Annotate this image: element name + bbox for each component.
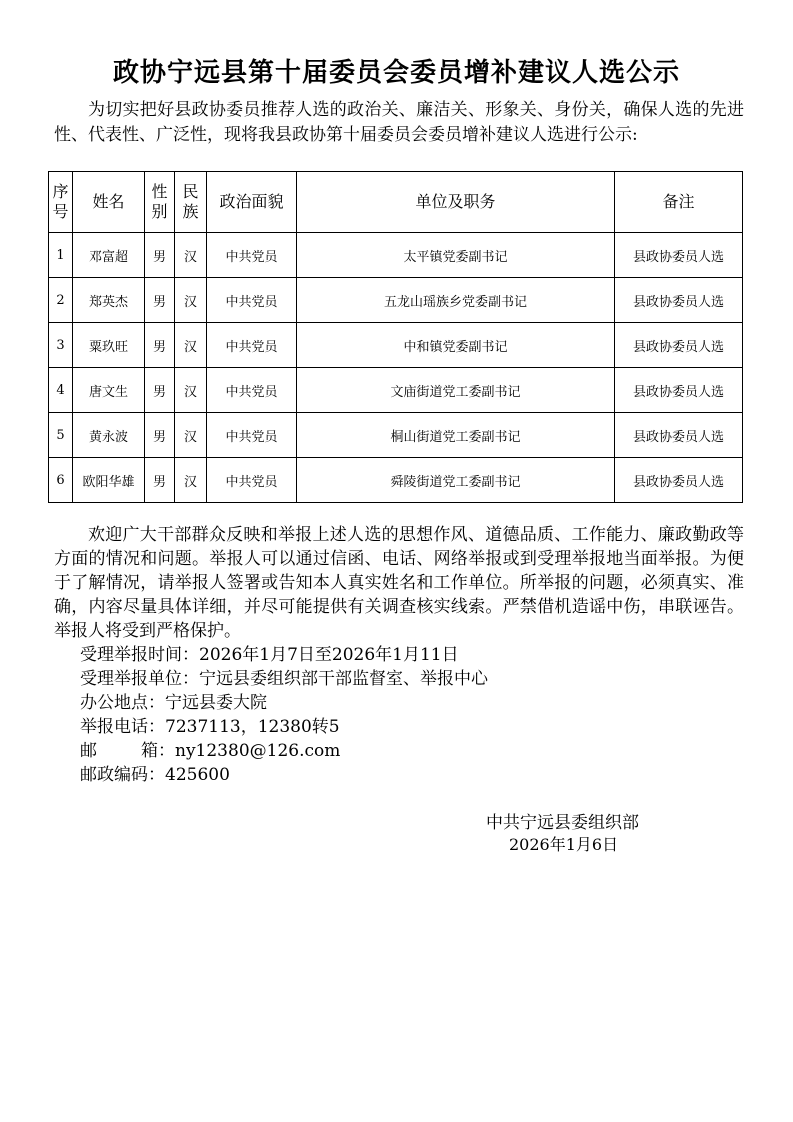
cell-ethnic: 汉 [175,413,207,458]
contact-zip-value: 425600 [165,765,230,785]
contact-phone-label: 举报电话： [80,717,165,737]
cell-name: 唐文生 [73,368,145,413]
cell-ethnic: 汉 [175,323,207,368]
cell-no: 5 [49,413,73,458]
header-ethnic: 民 族 [175,172,207,233]
cell-ethnic: 汉 [175,368,207,413]
cell-position: 舜陵街道党工委副书记 [297,458,615,503]
cell-gender: 男 [145,458,175,503]
cell-party: 中共党员 [207,368,297,413]
table-row [49,413,743,458]
contact-mail-label: 邮 箱： [80,741,175,761]
signature-org: 中共宁远县委组织部 [486,813,639,833]
cell-remark: 县政协委员人选 [615,278,743,323]
contact-unit-label: 受理举报单位： [80,669,199,689]
page-title: 政协宁远县第十届委员会委员增补建议人选公示 [112,58,680,88]
contact-unit-value: 宁远县委组织部干部监督室、举报中心 [199,669,488,689]
intro-paragraph: 为切实把好县政协委员推荐人选的政治关、廉洁关、形象关、身份关，确保人选的先进性、代表性、广泛性，现将我县政协第十届委员会委员增补建议人选进行公示: [54,100,744,145]
cell-name: 郑英杰 [73,278,145,323]
cell-gender: 男 [145,278,175,323]
table-row [49,458,743,503]
cell-ethnic: 汉 [175,278,207,323]
cell-party: 中共党员 [207,278,297,323]
notice-paragraph: 欢迎广大干部群众反映和举报上述人选的思想作风、道德品质、工作能力、廉政勤政等方面的情况和问题。举报人可以通过信函、电话、网络举报或到受理举报地当面举报。为便于了解情况，请举报人签署或告知本人真实姓名和工作单位。所举报的问题，必须真实、准确，内容尽量具体详细，并尽可能提供有关调查核实线索。严禁借机造谣中伤，串联诬告。举报人将受到严格保护。 [54,525,744,641]
contact-info [80,643,720,787]
signature-date: 2026年1月6日 [509,835,619,854]
header-no: 序 号 [49,172,73,233]
contact-time-label: 受理举报时间： [80,645,199,665]
cell-name: 邓富超 [73,233,145,278]
cell-remark: 县政协委员人选 [615,323,743,368]
cell-position: 桐山街道党工委副书记 [297,413,615,458]
table-row [49,368,743,413]
cell-no: 3 [49,323,73,368]
contact-zip-row [80,763,720,787]
cell-gender: 男 [145,233,175,278]
contact-phone-row [80,715,720,739]
cell-remark: 县政协委员人选 [615,458,743,503]
table-row [49,233,743,278]
cell-no: 2 [49,278,73,323]
contact-time-row [80,643,720,667]
cell-party: 中共党员 [207,323,297,368]
contact-time-value: 2026年1月7日至2026年1月11日 [199,645,459,665]
contact-zip-label: 邮政编码： [80,765,165,785]
cell-remark: 县政协委员人选 [615,413,743,458]
contact-address-value: 宁远县委大院 [165,693,267,713]
cell-no: 4 [49,368,73,413]
header-party: 政治面貌 [207,172,297,233]
table-row [49,278,743,323]
cell-gender: 男 [145,413,175,458]
candidate-table [48,171,743,503]
contact-unit-row [80,667,720,691]
cell-no: 6 [49,458,73,503]
cell-name: 粟玖旺 [73,323,145,368]
header-position: 单位及职务 [297,172,615,233]
contact-address-label: 办公地点： [80,693,165,713]
contact-phone-value: 7237113，12380转5 [165,717,340,737]
table-row [49,323,743,368]
cell-gender: 男 [145,323,175,368]
contact-mail-row [80,739,720,763]
cell-remark: 县政协委员人选 [615,368,743,413]
cell-party: 中共党员 [207,458,297,503]
header-remark: 备注 [615,172,743,233]
cell-name: 欧阳华雄 [73,458,145,503]
header-gender: 性 别 [145,172,175,233]
cell-name: 黄永波 [73,413,145,458]
cell-position: 太平镇党委副书记 [297,233,615,278]
table-header-row [49,172,743,233]
cell-ethnic: 汉 [175,458,207,503]
header-name: 姓名 [73,172,145,233]
cell-ethnic: 汉 [175,233,207,278]
cell-no: 1 [49,233,73,278]
cell-remark: 县政协委员人选 [615,233,743,278]
cell-gender: 男 [145,368,175,413]
contact-address-row [80,691,720,715]
cell-party: 中共党员 [207,413,297,458]
cell-party: 中共党员 [207,233,297,278]
contact-mail-value: ny12380@126.com [175,741,341,761]
cell-position: 文庙街道党工委副书记 [297,368,615,413]
cell-position: 五龙山瑶族乡党委副书记 [297,278,615,323]
cell-position: 中和镇党委副书记 [297,323,615,368]
